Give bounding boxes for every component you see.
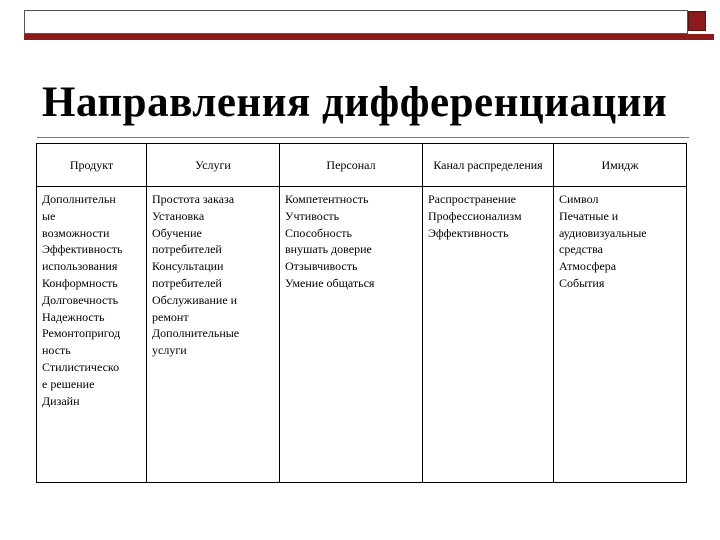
page-title: Направления дифференциации <box>42 79 668 126</box>
cell-product: Дополнительн ые возможности Эффективность использования Конформность Долговечность Надежность Ремонтопригод ность Стилистическо е решение Дизайн <box>37 187 147 483</box>
header-services: Услуги <box>147 144 280 187</box>
title-divider <box>37 137 689 138</box>
top-decor-frame <box>24 10 688 34</box>
differentiation-table <box>36 143 687 483</box>
header-product: Продукт <box>37 144 147 187</box>
table-header-row <box>37 144 687 187</box>
cell-distribution-channel: Распространение Профессионализм Эффективность <box>423 187 554 483</box>
cell-services: Простота заказа Установка Обучение потребителей Консультации потребителей Обслуживание и ремонт Дополнительные услуги <box>147 187 280 483</box>
cell-image: Символ Печатные и аудиовизуальные средства Атмосфера События <box>554 187 687 483</box>
header-personnel: Персонал <box>280 144 423 187</box>
corner-decor-square <box>688 11 706 31</box>
header-distribution-channel: Канал распределения <box>423 144 554 187</box>
cell-personnel: Компетентность Учтивость Способность внушать доверие Отзывчивость Умение общаться <box>280 187 423 483</box>
table-row <box>37 187 687 483</box>
header-image: Имидж <box>554 144 687 187</box>
top-decor-line <box>24 34 714 40</box>
